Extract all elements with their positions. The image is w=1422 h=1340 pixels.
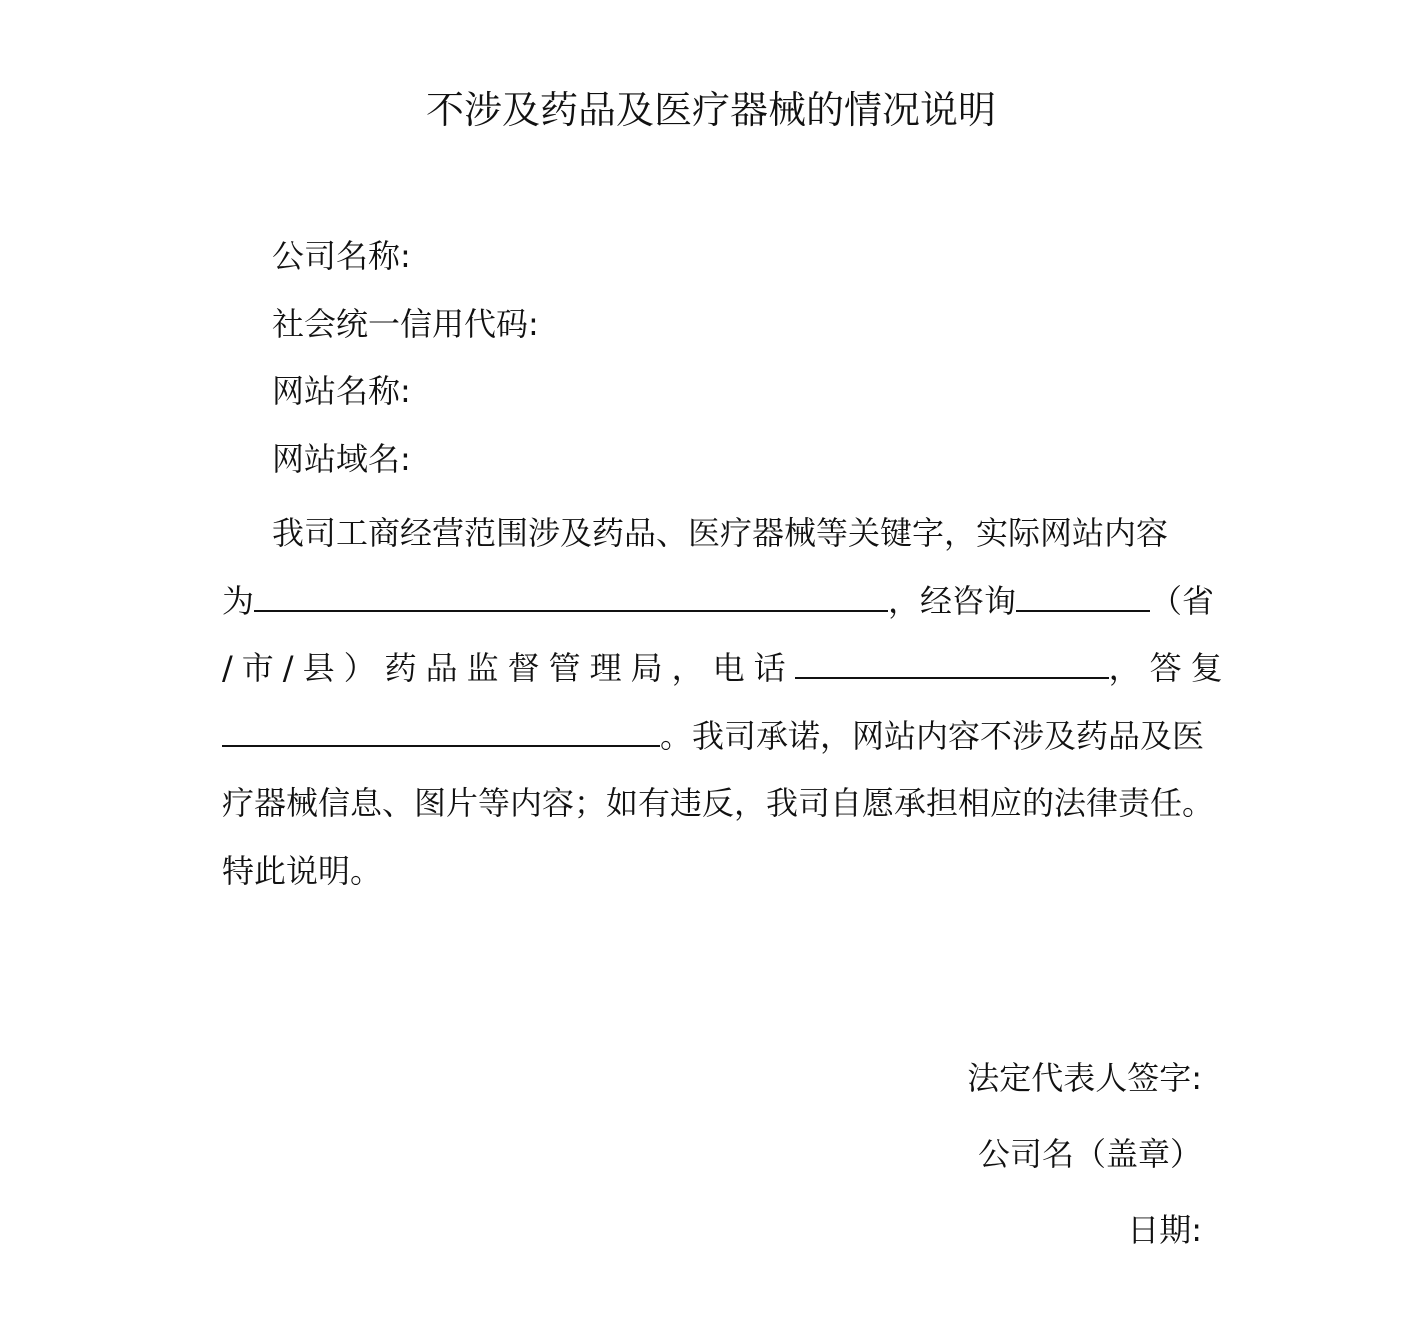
- body-text-line3-suffix: ，答复: [1108, 649, 1232, 687]
- province-blank[interactable]: [1016, 576, 1150, 612]
- phone-blank[interactable]: [795, 643, 1109, 679]
- body-line-5: [222, 770, 1222, 838]
- credit-code-label: 社会统一信用代码:: [272, 305, 539, 343]
- website-name-label: 网站名称:: [272, 372, 411, 410]
- legal-rep-signature-label: 法定代表人签字:: [967, 1059, 1202, 1097]
- date-label: 日期:: [1127, 1211, 1202, 1249]
- body-line-6: [222, 838, 1222, 906]
- website-domain-label: 网站域名:: [272, 440, 411, 478]
- company-name-label: 公司名称:: [272, 237, 411, 275]
- body-text-line2-prefix: 为: [222, 581, 255, 620]
- reply-blank[interactable]: [222, 711, 660, 747]
- body-text-line2-middle: ，经咨询: [888, 581, 1017, 620]
- body-text-line1: 我司工商经营范围涉及药品、医疗器械等关键字，实际网站内容: [272, 514, 1169, 552]
- body-text-line3-prefix: /市/县）药品监督管理局，电话: [222, 649, 795, 687]
- body-line-3: [222, 635, 1232, 703]
- statement-body: [222, 500, 1232, 905]
- body-line-2: [222, 568, 1222, 636]
- body-text-line5: 疗器械信息、图片等内容；如有违反，我司自愿承担相应的法律责任。: [222, 784, 1215, 822]
- website-content-blank[interactable]: [254, 576, 888, 612]
- body-text-line6: 特此说明。: [222, 851, 383, 890]
- company-seal-label: 公司名（盖章）: [977, 1135, 1202, 1173]
- body-text-line4-suffix: 。我司承诺，网站内容不涉及药品及医: [660, 716, 1205, 755]
- body-line-1: [222, 500, 1222, 568]
- body-text-line2-suffix: （省: [1150, 581, 1215, 620]
- body-line-4: [222, 703, 1222, 771]
- document-title: 不涉及药品及医疗器械的情况说明: [425, 88, 996, 132]
